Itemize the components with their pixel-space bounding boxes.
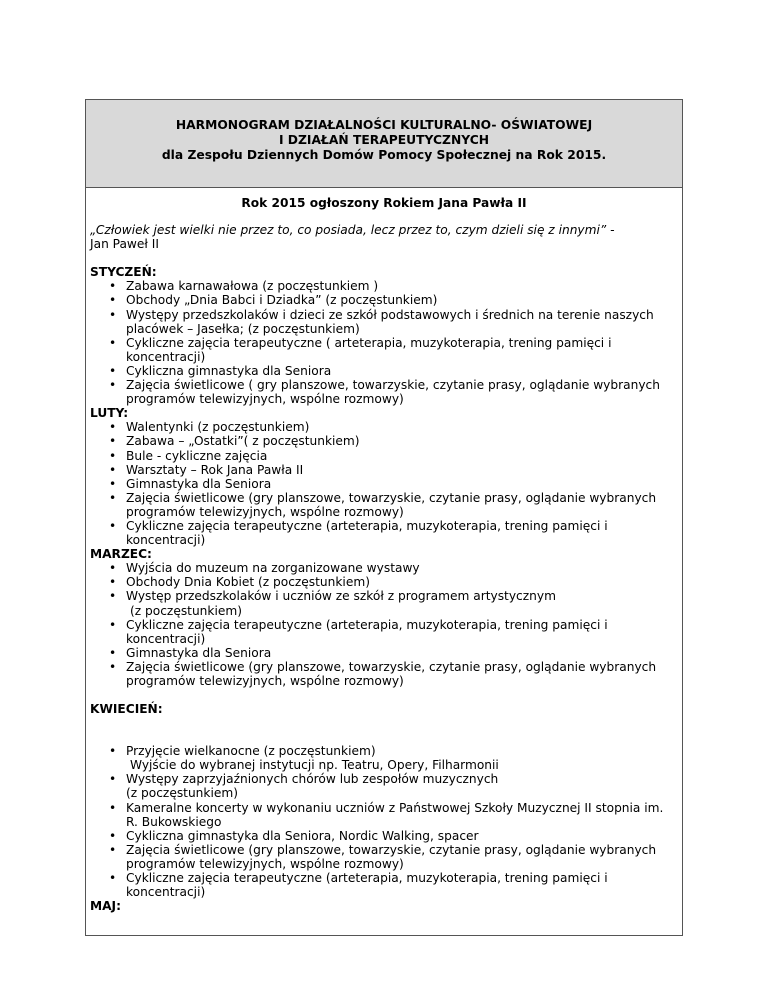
list-item: • Cykliczne zajęcia terapeutyczne (arteterapia, muzykoterapia, trening pamięci i koncentracji) bbox=[90, 519, 678, 547]
document-body bbox=[86, 188, 682, 913]
month-heading-maj: MAJ: bbox=[90, 899, 121, 914]
list-item-continuation: (z poczęstunkiem) bbox=[130, 603, 242, 618]
quote-author: Jan Paweł II bbox=[90, 237, 159, 252]
list-item: • Obchody Dnia Kobiet (z poczęstunkiem) bbox=[90, 575, 678, 589]
month-heading-luty: LUTY: bbox=[90, 406, 129, 421]
list-item: • Występ przedszkolaków i uczniów ze szkół z programem artystycznym bbox=[90, 589, 678, 603]
list-item: • Cykliczne zajęcia terapeutyczne ( arteterapia, muzykoterapia, trening pamięci i koncentracji) bbox=[90, 336, 678, 364]
list-item: • Występy zaprzyjaźnionych chórów lub zespołów muzycznych bbox=[90, 772, 678, 786]
list-item: • Gimnastyka dla Seniora bbox=[90, 646, 678, 660]
schedule-table bbox=[85, 99, 683, 936]
month-list-kwiecien bbox=[90, 744, 678, 899]
document-header bbox=[86, 100, 682, 188]
month-heading-styczen: STYCZEŃ: bbox=[90, 265, 157, 280]
list-item: • Kameralne koncerty w wykonaniu uczniów z Państwowej Szkoły Muzycznej II stopnia im. R. Bukowskiego bbox=[90, 801, 678, 829]
list-item: • Zabawa karnawałowa (z poczęstunkiem ) bbox=[90, 279, 678, 293]
month-heading-kwiecien: KWIECIEŃ: bbox=[90, 702, 163, 717]
year-title: Rok 2015 ogłoszony Rokiem Jana Pawła II bbox=[241, 196, 527, 210]
month-list-styczen bbox=[90, 279, 678, 406]
list-item: • Występy przedszkolaków i dzieci ze szkół podstawowych i średnich na terenie naszych placówek – Jasełka; (z poczęstunkiem) bbox=[90, 308, 678, 336]
list-item: • Walentynki (z poczęstunkiem) bbox=[90, 420, 678, 434]
quote-text: „Człowiek jest wielki nie przez to, co posiada, lecz przez to, czym dzieli się z innymi” - bbox=[90, 223, 615, 238]
month-list-luty bbox=[90, 420, 678, 547]
list-item: • Zajęcia świetlicowe ( gry planszowe, towarzyskie, czytanie prasy, oglądanie wybranych programów telewizyjnych, wspólne rozmowy) bbox=[90, 378, 678, 406]
spacer bbox=[90, 716, 678, 744]
list-item: • Gimnastyka dla Seniora bbox=[90, 477, 678, 491]
month-list-marzec bbox=[90, 561, 678, 688]
list-item: • Obchody „Dnia Babci i Dziadka” (z poczęstunkiem) bbox=[90, 293, 678, 307]
quote bbox=[90, 223, 678, 251]
list-item: • Przyjęcie wielkanocne (z poczęstunkiem) bbox=[90, 744, 678, 758]
list-item: • Cykliczna gimnastyka dla Seniora, Nordic Walking, spacer bbox=[90, 829, 678, 843]
list-item: • Warsztaty – Rok Jana Pawła II bbox=[90, 463, 678, 477]
month-heading-marzec: MARZEC: bbox=[90, 547, 152, 562]
list-item: • Zajęcia świetlicowe (gry planszowe, towarzyskie, czytanie prasy, oglądanie wybranych programów telewizyjnych, wspólne rozmowy) bbox=[90, 843, 678, 871]
list-item: • Bule - cykliczne zajęcia bbox=[90, 449, 678, 463]
list-item-continuation: Wyjście do wybranej instytucji np. Teatru, Opery, Filharmonii bbox=[130, 758, 499, 773]
list-item: • Zajęcia świetlicowe (gry planszowe, towarzyskie, czytanie prasy, oglądanie wybranych programów telewizyjnych, wspólne rozmowy) bbox=[90, 491, 678, 519]
list-item: • Wyjścia do muzeum na zorganizowane wystawy bbox=[90, 561, 678, 575]
header-line-3: dla Zespołu Dziennych Domów Pomocy Społecznej na Rok 2015. bbox=[161, 148, 607, 162]
list-item: • Cykliczna gimnastyka dla Seniora bbox=[90, 364, 678, 378]
list-item: • Cykliczne zajęcia terapeutyczne (arteterapia, muzykoterapia, trening pamięci i koncentracji) bbox=[90, 618, 678, 646]
list-item-continuation: (z poczęstunkiem) bbox=[126, 786, 238, 801]
spacer bbox=[90, 688, 678, 702]
list-item: • Zajęcia świetlicowe (gry planszowe, towarzyskie, czytanie prasy, oglądanie wybranych programów telewizyjnych, wspólne rozmowy) bbox=[90, 660, 678, 688]
list-item: • Cykliczne zajęcia terapeutyczne (arteterapia, muzykoterapia, trening pamięci i koncentracji) bbox=[90, 871, 678, 899]
header-line-2: I DZIAŁAŃ TERAPEUTYCZNYCH bbox=[278, 133, 490, 147]
header-line-1: HARMONOGRAM DZIAŁALNOŚCI KULTURALNO- OŚWIATOWEJ bbox=[175, 118, 593, 132]
list-item: • Zabawa – „Ostatki”( z poczęstunkiem) bbox=[90, 434, 678, 448]
